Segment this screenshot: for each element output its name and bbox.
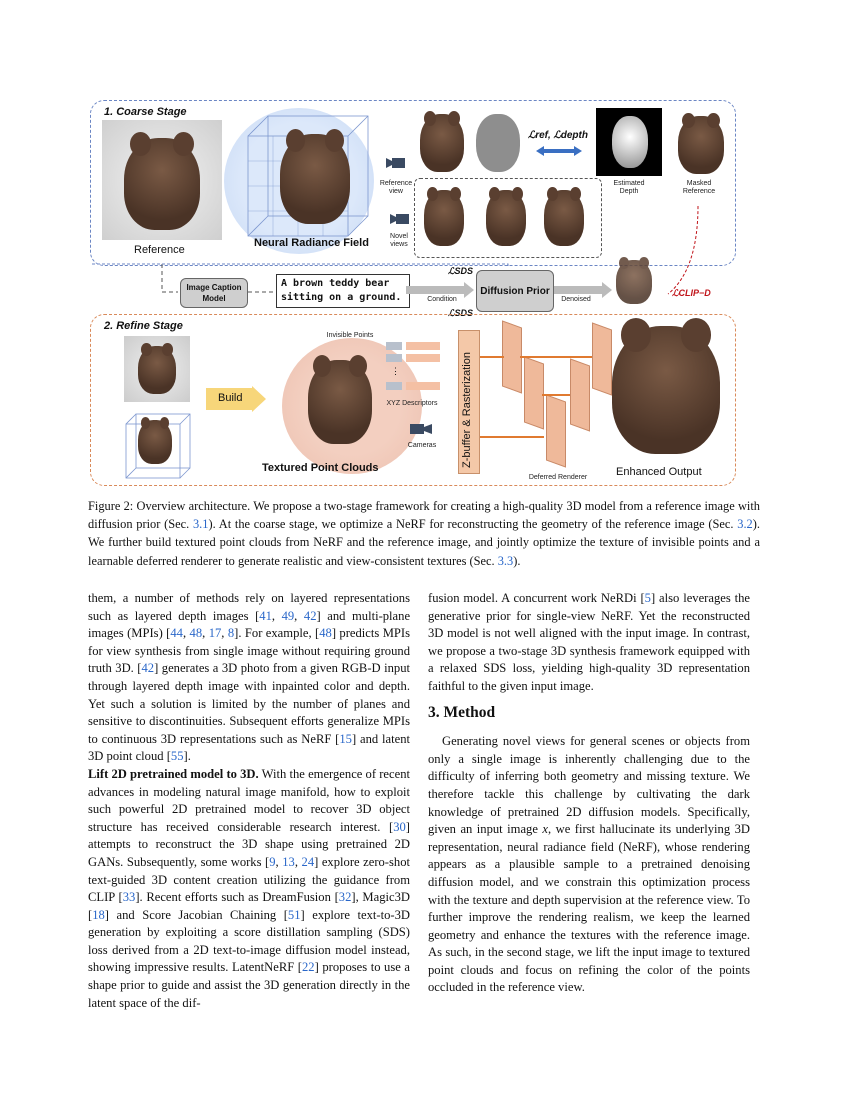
invisible-points-label: Invisible Points: [326, 332, 374, 339]
paragraph: Generating novel views for general scenes or objects from only a single image is inherently challenging due to the difficulty of inferring both geometry and missing texture. We therefore tackle this challenge by cultivating the dark knowledge of pretrained 2D diffusion models. Specifically, given an input image x, we first hallucinate its underlying 3D representation, neural radiance field (NeRF), whose rendering appears as a plausible sample to a pretrained denoising diffusion model, and we constrain this optimization process with the texture and depth supervision at the reference view. To further improve the rendering realism, we keep the learned geometry and enhance the textures with the reference image. As such, in the second stage, we lift the input image to textured point clouds and focus on refining the color of the points occluded in the reference view.: [428, 734, 750, 995]
citation-link[interactable]: 44: [170, 626, 183, 641]
paragraph: them, a number of methods rely on layered representations such as layered depth images [41, 49, 42] and multi-plane images (MPIs) [44, 48, 17, 8]. For example, [48] predicts MPIs for view synthesis from single image without requiring ground truth 3D. [42] generates a 3D photo from a given RGB-D input through layered depth image with inpainted color and depth. Yet such a solution is limited by the number of planes and sensitive to discontinuities. Subsequent efforts generalize MPIs to continuous 3D representations such as NeRF [15] and latent 3D point cloud [55].: [88, 591, 411, 764]
right-column: [428, 590, 750, 997]
camera-icon: [410, 422, 432, 436]
condition-label: Condition: [427, 296, 457, 303]
loss-sds-top: ℒSDS: [448, 266, 473, 276]
masked-reference-label: Masked Reference: [682, 180, 716, 195]
loss-ref-depth: ℒref, ℒdepth: [528, 130, 588, 141]
citation-link[interactable]: 22: [302, 960, 315, 975]
point-cloud-bear: [308, 360, 372, 444]
citation-link[interactable]: 48: [319, 626, 332, 641]
paragraph: fusion model. A concurrent work NeRDi [5] also leverages the generative prior for single-view NeRF. Yet the reconstructed 3D model is not well aligned with the input image. In contrast, we propose a two-stage 3D synthesis framework equipped with a relaxed SDS loss, yielding high-quality 3D representation faithful to the given input image.: [428, 591, 751, 693]
section-link[interactable]: 3.2: [737, 517, 753, 532]
paragraph-heading: Lift 2D pretrained model to 3D.: [88, 766, 259, 781]
estimated-depth-label: Estimated Depth: [613, 180, 645, 195]
deferred-renderer-label: Deferred Renderer: [528, 474, 588, 481]
denoised-label: Denoised: [561, 296, 591, 303]
image-caption-model-box: Image Caption Model: [180, 278, 248, 308]
diffusion-prior-box: Diffusion Prior: [476, 270, 554, 312]
enhanced-output-bear: [612, 326, 720, 454]
figure-caption: Figure 2: Overview architecture. We propose a two-stage framework for creating a high-quality 3D model from a reference image with diffusion prior (Sec. 3.1). At the coarse stage, we optimize a NeRF for reconstructing the geometry of the reference image (Sec. 3.2). We further build textured point clouds from NeRF and the reference image, and jointly optimize the texture of invisible points and a learnable deferred renderer to generate realistic and view-consistent textures (Sec. 3.3).: [88, 499, 760, 568]
enhanced-output-label: Enhanced Output: [616, 466, 702, 478]
loss-sds-bottom: ℒSDS: [448, 308, 473, 318]
citation-link[interactable]: 5: [644, 591, 651, 605]
citation-link[interactable]: 15: [339, 731, 352, 746]
citation-link[interactable]: 51: [287, 907, 301, 922]
xyz-descriptors: ⋮: [386, 342, 442, 402]
coarse-stage-title: 1. Coarse Stage: [104, 106, 187, 118]
citation-link[interactable]: 8: [227, 626, 235, 641]
reference-label: Reference: [134, 244, 185, 256]
citation-link[interactable]: 30: [393, 819, 406, 834]
math-symbol: x: [542, 822, 548, 837]
citation-link[interactable]: 24: [301, 854, 315, 869]
xyz-descriptors-label: XYZ Descriptors: [386, 400, 438, 407]
citation-link[interactable]: 17: [208, 626, 222, 641]
citation-link[interactable]: 13: [282, 854, 295, 869]
citation-link[interactable]: 33: [122, 890, 136, 905]
citation-link[interactable]: 42: [141, 661, 155, 676]
nerf-label: Neural Radiance Field: [254, 237, 369, 249]
caption-text-box: A brown teddy bear sitting on a ground.: [276, 274, 410, 308]
refine-stage-title: 2. Refine Stage: [104, 320, 183, 332]
textured-point-clouds-label: Textured Point Clouds: [262, 462, 379, 474]
refine-reference-image: [124, 336, 190, 402]
citation-link[interactable]: 42: [303, 608, 317, 623]
citation-link[interactable]: 48: [189, 626, 203, 641]
left-column: [88, 590, 410, 1012]
build-label: Build: [218, 392, 243, 404]
refine-cube-bear: [138, 420, 172, 464]
cameras-label: Cameras: [407, 442, 437, 449]
citation-link[interactable]: 32: [338, 890, 352, 905]
citation-link[interactable]: 9: [269, 854, 276, 869]
overview-figure: [88, 98, 740, 490]
section-link[interactable]: 3.3: [497, 553, 514, 568]
section-link[interactable]: 3.1: [192, 517, 209, 532]
citation-link[interactable]: 41: [259, 608, 272, 623]
loss-clip-d: ℒCLIP−D: [672, 288, 711, 298]
novel-views-label: Novel views: [390, 233, 408, 248]
section-title: 3. Method: [428, 703, 496, 721]
reference-view-label: Reference view: [379, 180, 413, 195]
citation-link[interactable]: 18: [92, 907, 105, 922]
zbuffer-label: Z-buffer & Rasterization: [461, 352, 473, 468]
citation-link[interactable]: 49: [281, 608, 295, 623]
citation-link[interactable]: 55: [170, 749, 184, 764]
paragraph: Lift 2D pretrained model to 3D. With the emergence of recent advances in modeling natural image manifold, how to exploit such powerful 2D pretrained model to recover 3D object structure has received considerable research interest. [30] attempts to reconstruct the 3D shape using pretrained 2D GANs. Subsequently, some works [9, 13, 24] explore zero-shot text-guided 3D content creation utilizing the guidance from CLIP [33]. Recent efforts such as DreamFusion [32], Magic3D [18] and Score Jacobian Chaining [51] explore text-to-3D generation by exploiting a score distillation sampling (SDS) loss derived from a 2D text-to-image diffusion model instead, showing impressive results. LatentNeRF [22] proposes to use a shape prior to guide and assist the 3D generation directly in the latent space of the dif-: [88, 766, 410, 1010]
